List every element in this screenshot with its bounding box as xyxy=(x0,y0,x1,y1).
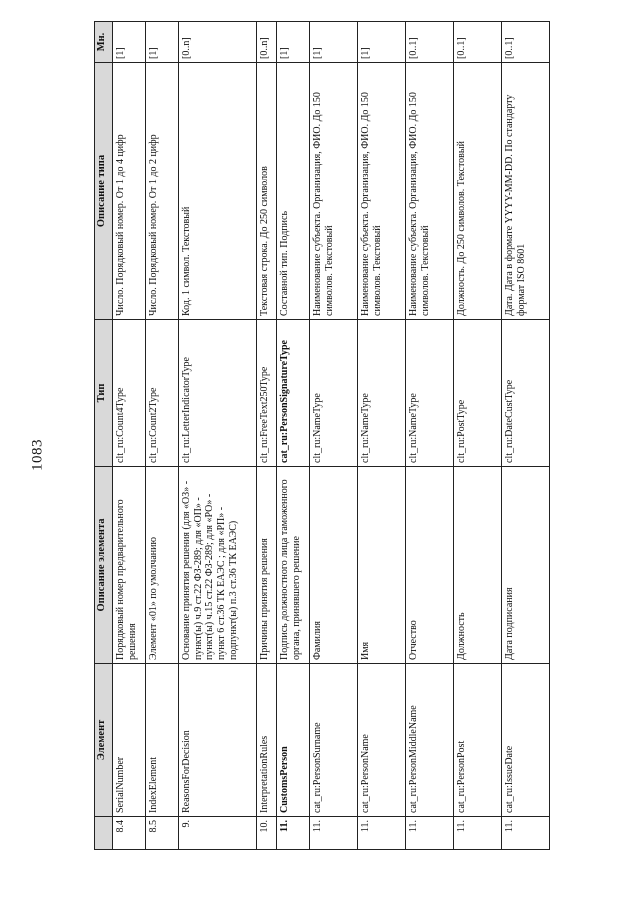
row-type-description: Число. Порядковый номер. От 1 до 2 цифр xyxy=(146,63,179,320)
row-type-description: Наименование субъекта. Организация, ФИО. До 150 символов. Текстовый xyxy=(310,63,358,320)
row-element-description: Основание принятия решения (для «ОЗ» - пункт(ы) ч.9 ст.22 ФЗ-289; для «ОП» - пункт(ы) ч.15 ст.22 ФЗ-289; для «РО» - пункт 6 ст.36 ТК ЕАЭС ; для «РП» - подпункт(ы) п.3 ст.36 ТК ЕАЭС) xyxy=(179,467,257,664)
rotated-table-content xyxy=(94,32,546,850)
row-multiplicity: [1] xyxy=(310,22,358,63)
header-type: Тип xyxy=(95,320,113,467)
row-element-name: cat_ru:IssueDate xyxy=(502,664,550,817)
row-number: 11. xyxy=(277,817,310,850)
row-type-description: Наименование субъекта. Организация, ФИО. До 150 символов. Текстовый xyxy=(358,63,406,320)
row-number: 8.5 xyxy=(146,817,179,850)
row-type-description: Число. Порядковый номер. От 1 до 4 цифр xyxy=(113,63,146,320)
row-type-description: Составной тип. Подпись xyxy=(277,63,310,320)
row-number: 8.4 xyxy=(113,817,146,850)
table-row xyxy=(146,22,179,850)
row-number: 9. xyxy=(179,817,257,850)
row-element-name: IndexElement xyxy=(146,664,179,817)
row-element-name: cat_ru:PersonPost xyxy=(454,664,502,817)
table-row xyxy=(454,22,502,850)
row-multiplicity: [0..1] xyxy=(454,22,502,63)
header-type-description: Описание типа xyxy=(95,63,113,320)
row-multiplicity: [0..1] xyxy=(406,22,454,63)
table-row xyxy=(277,22,310,850)
table-row xyxy=(113,22,146,850)
header-number-cell xyxy=(95,817,113,850)
row-number: 11. xyxy=(502,817,550,850)
row-element-description: Подпись должностного лица таможенного органа, принявшего решение xyxy=(277,467,310,664)
row-type: clt_ru:NameType xyxy=(406,320,454,467)
row-multiplicity: [0..n] xyxy=(257,22,277,63)
row-type-description: Код. 1 символ. Текстовый xyxy=(179,63,257,320)
row-type: clt_ru:FreeText250Type xyxy=(257,320,277,467)
row-element-name: cat_ru:PersonSurname xyxy=(310,664,358,817)
table-row xyxy=(502,22,550,850)
row-element-description: Фамилия xyxy=(310,467,358,664)
row-number: 11. xyxy=(406,817,454,850)
row-number: 11. xyxy=(358,817,406,850)
row-element-name: cat_ru:PersonName xyxy=(358,664,406,817)
table-row xyxy=(257,22,277,850)
header-multiplicity: Мн. xyxy=(95,22,113,63)
row-type: clt_ru:Count4Type xyxy=(113,320,146,467)
row-number: 11. xyxy=(454,817,502,850)
header-element-description: Описание элемента xyxy=(95,467,113,664)
row-element-name: InterpretationRules xyxy=(257,664,277,817)
table-row xyxy=(358,22,406,850)
table-row xyxy=(406,22,454,850)
row-type: clt_ru:NameType xyxy=(358,320,406,467)
element-spec-table xyxy=(94,21,550,850)
row-multiplicity: [1] xyxy=(113,22,146,63)
row-element-description: Причины принятия решения xyxy=(257,467,277,664)
row-number: 11. xyxy=(310,817,358,850)
row-type-description: Дата. Дата в формате YYYY-MM-DD. По стандарту формат ISO 8601 xyxy=(502,63,550,320)
row-element-description: Должность xyxy=(454,467,502,664)
row-multiplicity: [0..1] xyxy=(502,22,550,63)
table-header-row xyxy=(95,22,113,850)
row-element-description: Имя xyxy=(358,467,406,664)
row-type: clt_ru:DateCustType xyxy=(502,320,550,467)
row-type-description: Должность. До 250 символов. Текстовый xyxy=(454,63,502,320)
row-element-name: ReasonsForDecision xyxy=(179,664,257,817)
row-type-description: Наименование субъекта. Организация, ФИО. До 150 символов. Текстовый xyxy=(406,63,454,320)
rotated-table-frame xyxy=(94,32,546,850)
table-row xyxy=(310,22,358,850)
row-element-name: CustomsPerson xyxy=(277,664,310,817)
row-number: 10. xyxy=(257,817,277,850)
row-element-description: Порядковый номер предварительного решения xyxy=(113,467,146,664)
row-type: clt_ru:Count2Type xyxy=(146,320,179,467)
row-multiplicity: [1] xyxy=(277,22,310,63)
header-element: Элемент xyxy=(95,664,113,817)
row-element-name: SerialNumber xyxy=(113,664,146,817)
row-type: clt_ru:NameType xyxy=(310,320,358,467)
row-type: clt_ru:LetterIndicatorType xyxy=(179,320,257,467)
row-multiplicity: [1] xyxy=(146,22,179,63)
page-number: 1083 xyxy=(29,439,46,471)
row-type-description: Текстовая строка. До 250 символов xyxy=(257,63,277,320)
row-element-name: cat_ru:PersonMiddleName xyxy=(406,664,454,817)
row-multiplicity: [0..n] xyxy=(179,22,257,63)
row-multiplicity: [1] xyxy=(358,22,406,63)
row-type: clt_ru:PostType xyxy=(454,320,502,467)
row-type: cat_ru:PersonSignatureType xyxy=(277,320,310,467)
row-element-description: Отчество xyxy=(406,467,454,664)
table-row xyxy=(179,22,257,850)
row-element-description: Элемент «01» по умолчанию xyxy=(146,467,179,664)
row-element-description: Дата подписания xyxy=(502,467,550,664)
